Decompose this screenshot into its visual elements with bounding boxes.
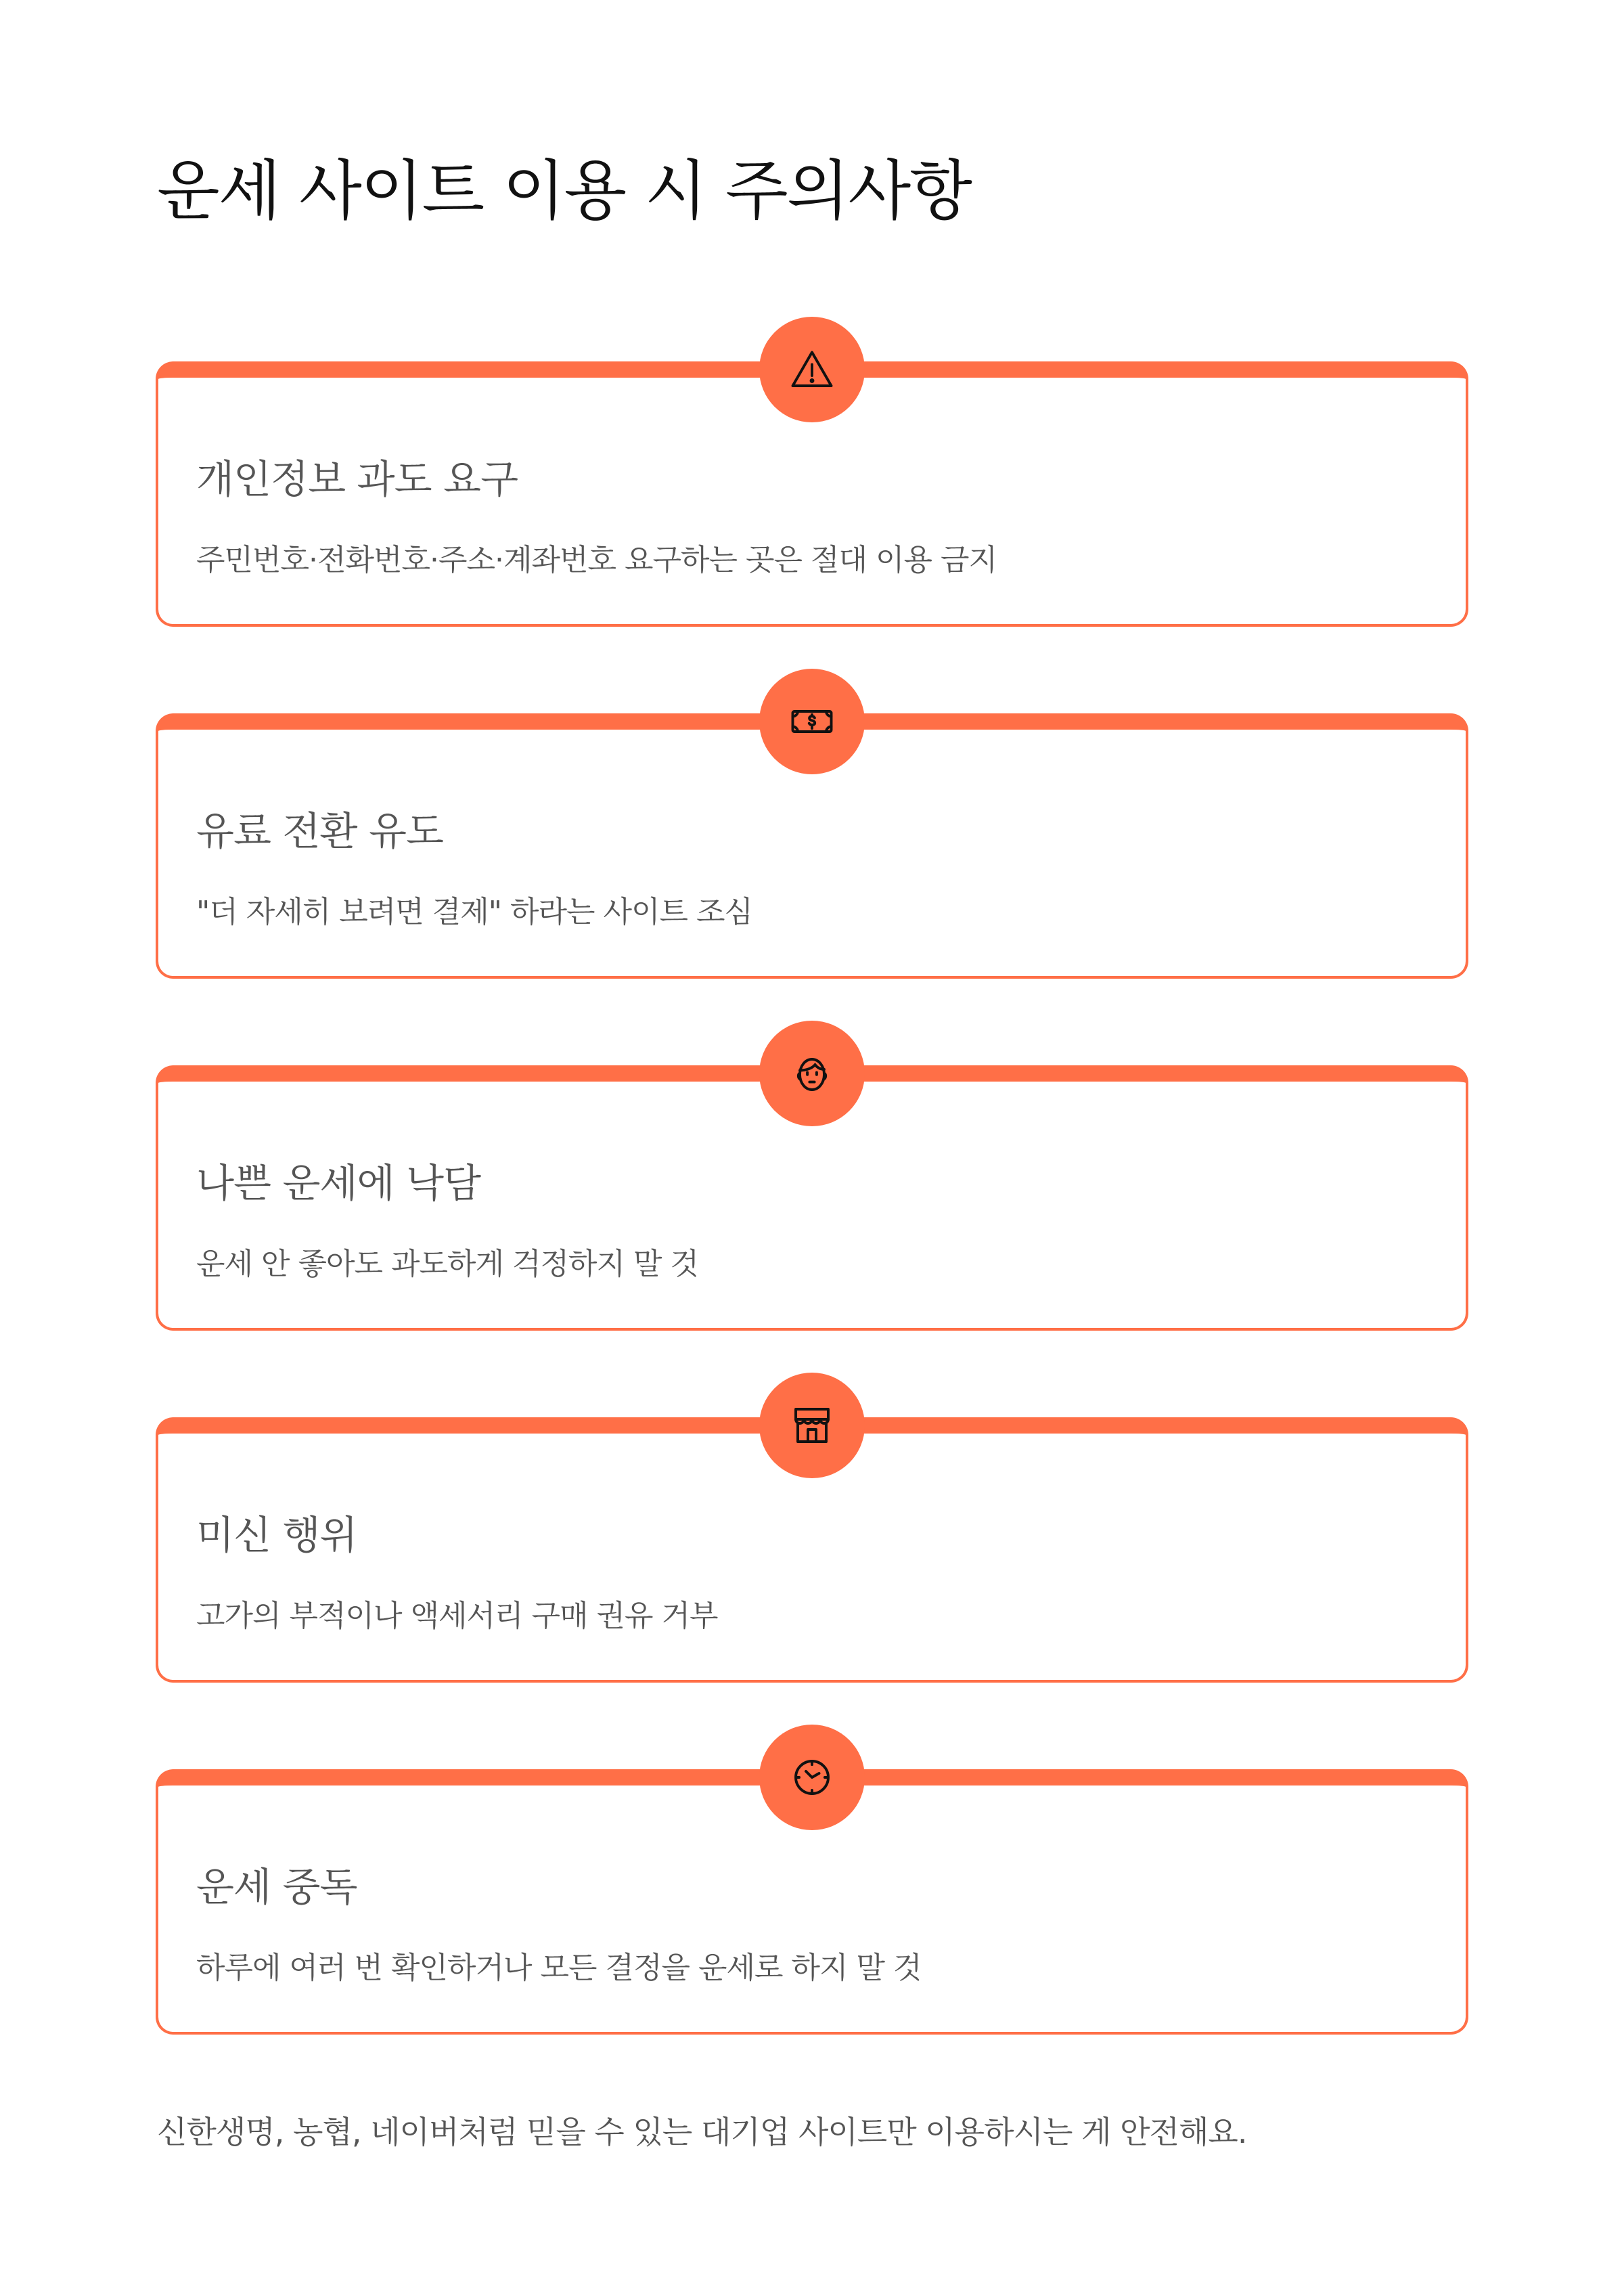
card-description: "더 자세히 보려면 결제" 하라는 사이트 조심: [196, 895, 752, 929]
card-title: 미신 행위: [196, 1512, 357, 1558]
card-title: 나쁜 운세에 낙담: [196, 1160, 481, 1206]
clock-icon: [759, 1725, 865, 1830]
card-title: 개인정보 과도 요구: [196, 456, 518, 502]
card-description: 주민번호·전화번호·주소·계좌번호 요구하는 곳은 절대 이용 금지: [196, 543, 997, 577]
footer-note: 신한생명, 농협, 네이버처럼 믿을 수 있는 대기업 사이트만 이용하시는 게 안전해요.: [157, 2114, 1247, 2150]
face-icon: [759, 1021, 865, 1126]
money-icon: [759, 669, 865, 774]
card-title: 운세 중독: [196, 1864, 357, 1910]
page-title: 운세 사이트 이용 시 주의사항: [157, 153, 971, 229]
card-description: 하루에 여러 번 확인하거나 모든 결정을 운세로 하지 말 것: [196, 1951, 922, 1985]
card-description: 운세 안 좋아도 과도하게 걱정하지 말 것: [196, 1247, 698, 1281]
card-title: 유료 전환 유도: [196, 808, 444, 854]
warning-icon: [759, 317, 865, 422]
card-description: 고가의 부적이나 액세서리 구매 권유 거부: [196, 1599, 718, 1633]
store-icon: [759, 1373, 865, 1478]
